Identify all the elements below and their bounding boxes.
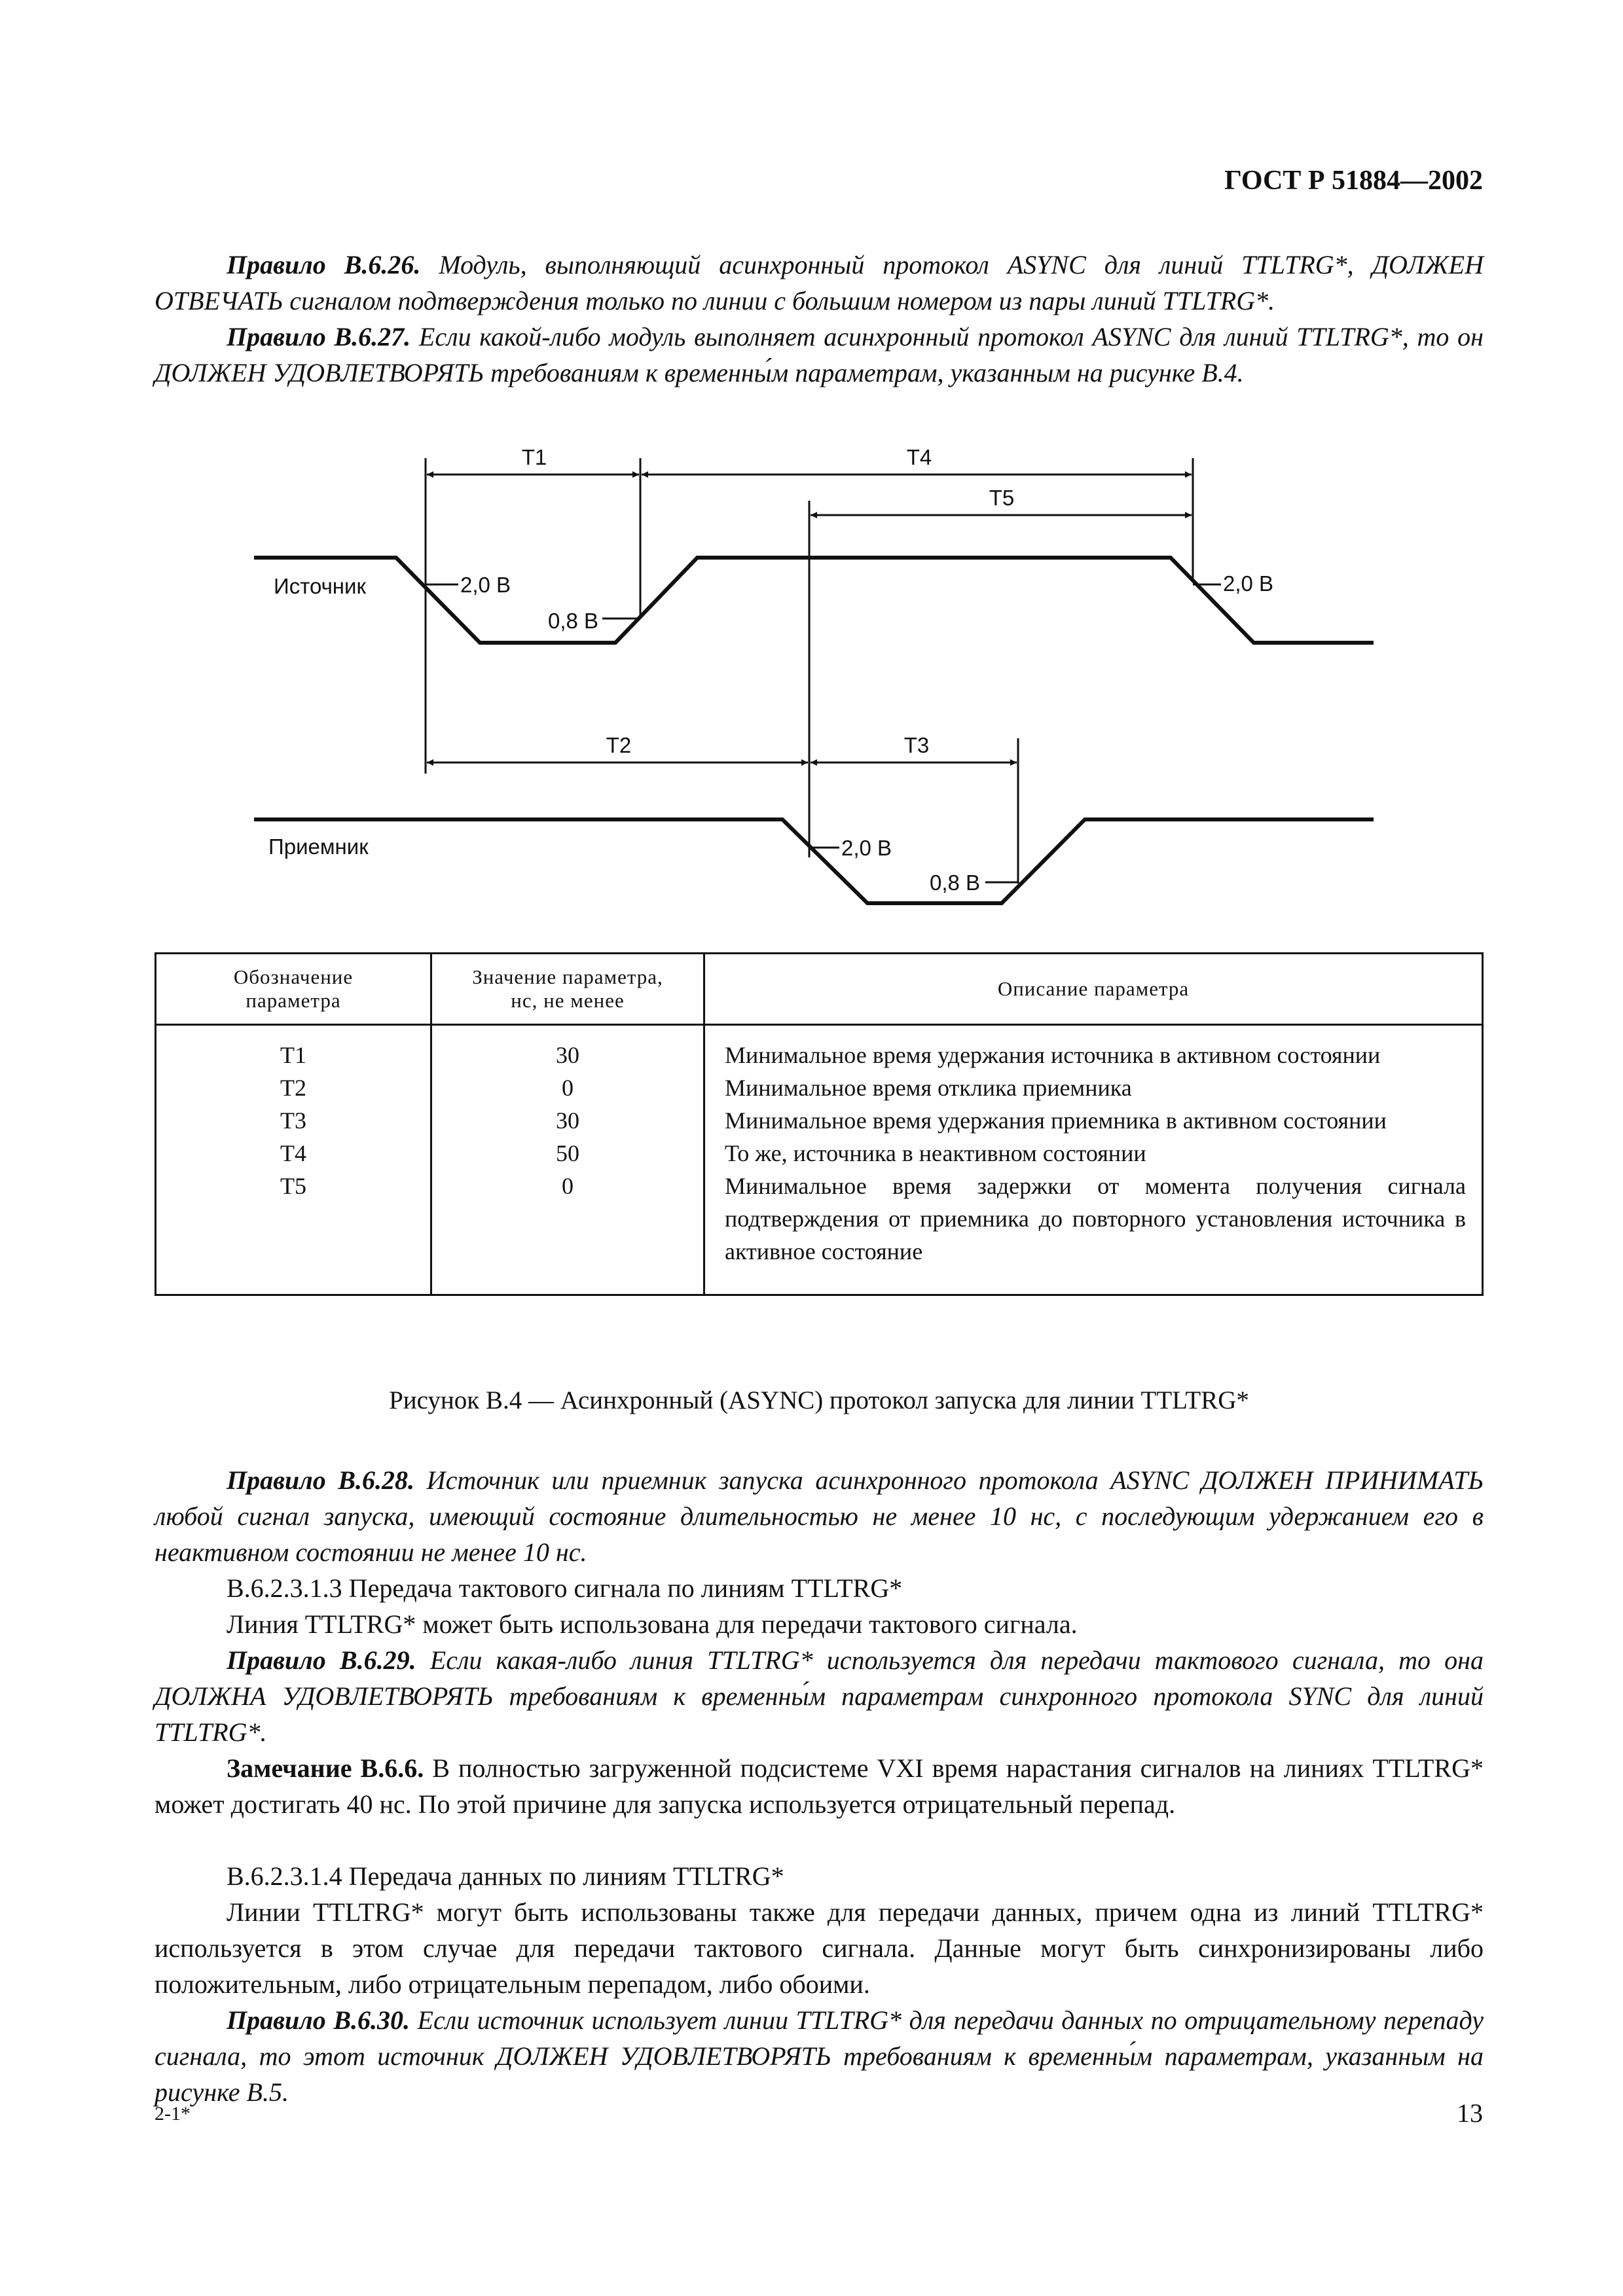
note-b-6-6	[155, 1750, 1484, 1822]
t5-label: Т5	[989, 486, 1015, 510]
page-number: 13	[1457, 2098, 1483, 2128]
section-heading-1-4: В.6.2.3.1.4 Передача данных по линиям TTLTRG*	[227, 1861, 784, 1891]
cell-designation: Т1	[156, 1025, 431, 1072]
document-id: ГОСТ Р 51884—2002	[1224, 166, 1483, 196]
cell-value: 0	[431, 1071, 704, 1104]
rule-label: Правило В.6.26.	[227, 250, 421, 279]
section-heading-1-3: В.6.2.3.1.3 Передача тактового сигнала по линиям TTLTRG*	[227, 1573, 903, 1603]
rule-label: Правило В.6.27.	[227, 322, 411, 351]
cell-value: 30	[431, 1025, 704, 1072]
t3-label: Т3	[903, 733, 930, 757]
cell-designation: Т2	[156, 1071, 431, 1104]
cell-description: Минимальное время отклика приемника	[704, 1071, 1483, 1104]
table-row	[156, 1104, 1483, 1137]
source-level-high-2: 2,0 В	[1223, 571, 1274, 596]
note-text: В полностью загруженной подсистеме VXI время нарастания сигналов на линиях TTLTRG* может достигать 40 нс. По этой причине для запуска используется отрицательный перепад.	[155, 1753, 1484, 1819]
rule-b-6-28	[155, 1462, 1484, 1570]
rule-text: Если какая-либо линия TTLTRG* используется для передачи тактового сигнала, то она ДОЛЖНА УДОВЛЕТВОРЯТЬ требованиям к временны́м параметрам синхронного протокола SYNC для линий TTLTRG*.	[155, 1645, 1484, 1747]
table-header-row	[156, 954, 1483, 1025]
rule-label: Правило В.6.28.	[227, 1465, 415, 1495]
rule-b-6-27	[155, 319, 1484, 391]
header-designation: Обозначение параметра	[156, 954, 431, 1025]
note-label: Замечание В.6.6.	[227, 1753, 424, 1783]
cell-designation: Т4	[156, 1137, 431, 1170]
timing-diagram	[0, 419, 1623, 942]
receiver-label: Приемник	[268, 834, 369, 859]
cell-value: 30	[431, 1104, 704, 1137]
cell-value: 50	[431, 1137, 704, 1170]
receiver-waveform	[254, 819, 1374, 903]
rule-label: Правило В.6.30.	[227, 2005, 410, 2035]
rule-text: Источник или приемник запуска асинхронного протокола ASYNC ДОЛЖЕН ПРИНИМАТЬ любой сигнал запуска, имеющий состояние длительностью не менее 10 нс, с последующим удержанием его в неактивном состоянии не менее 10 нс.	[155, 1465, 1484, 1567]
source-label: Источник	[274, 574, 366, 598]
rule-text: Модуль, выполняющий асинхронный протокол ASYNC для линий TTLTRG*, ДОЛЖЕН ОТВЕЧАТЬ сигналом подтверждения только по линии с большим номером из пары линий TTLTRG*.	[155, 250, 1484, 315]
header-description: Описание параметра	[704, 954, 1483, 1025]
table-row	[156, 1071, 1483, 1104]
source-level-low: 0,8 В	[548, 609, 599, 633]
t4-label: Т4	[906, 445, 932, 469]
rule-text: Если источник использует линии TTLTRG* для передачи данных по отрицательному перепаду сигнала, то этот источник ДОЛЖЕН УДОВЛЕТВОРЯТЬ требованиям к временны́м параметрам, указанным на рисунке В.5.	[155, 2005, 1484, 2107]
rule-b-6-26	[155, 247, 1484, 319]
cell-description: То же, источника в неактивном состоянии	[704, 1137, 1483, 1170]
rule-b-6-29	[155, 1642, 1484, 1750]
cell-designation: Т3	[156, 1104, 431, 1137]
cell-value: 0	[431, 1170, 704, 1295]
header-value: Значение параметра, нс, не менее	[431, 954, 704, 1025]
rule-text: Если какой-либо модуль выполняет асинхронный протокол ASYNC для линий TTLTRG*, то он ДОЛЖЕН УДОВЛЕТВОРЯТЬ требованиям к временны́м параметрам, указанным на рисунке В.4.	[155, 322, 1484, 387]
cell-description: Минимальное время удержания приемника в активном состоянии	[704, 1104, 1483, 1137]
table-row	[156, 1137, 1483, 1170]
table-row	[156, 1170, 1483, 1295]
paragraph-data: Линии TTLTRG* могут быть использованы также для передачи данных, причем одна из линий TTLTRG* используется в этом случае для передачи тактового сигнала. Данные могут быть синхронизированы либо положительным, либо отрицательным перепадом, либо обоими.	[155, 1897, 1484, 1999]
t2-label: Т2	[606, 733, 632, 757]
receiver-level-high: 2,0 В	[841, 836, 892, 860]
source-level-high: 2,0 В	[460, 573, 511, 597]
cell-designation: Т5	[156, 1170, 431, 1295]
receiver-level-low: 0,8 В	[930, 870, 981, 895]
rule-label: Правило В.6.29.	[227, 1645, 416, 1675]
parameter-table	[155, 952, 1484, 1296]
table-row	[156, 1025, 1483, 1072]
footer-sheet-mark: 2-1*	[155, 2103, 191, 2125]
figure-caption: Рисунок В.4 — Асинхронный (ASYNC) протокол запуска для линии TTLTRG*	[389, 1386, 1249, 1414]
cell-description: Минимальное время удержания источника в активном состоянии	[704, 1025, 1483, 1072]
cell-description: Минимальное время задержки от момента получения сигнала подтверждения от приемника до повторного установления источника в активное состояние	[704, 1170, 1483, 1295]
t1-label: Т1	[521, 445, 547, 469]
source-waveform	[254, 558, 1374, 643]
paragraph-clock: Линия TTLTRG* может быть использована для передачи тактового сигнала.	[227, 1609, 1078, 1639]
rule-b-6-30	[155, 2002, 1484, 2110]
